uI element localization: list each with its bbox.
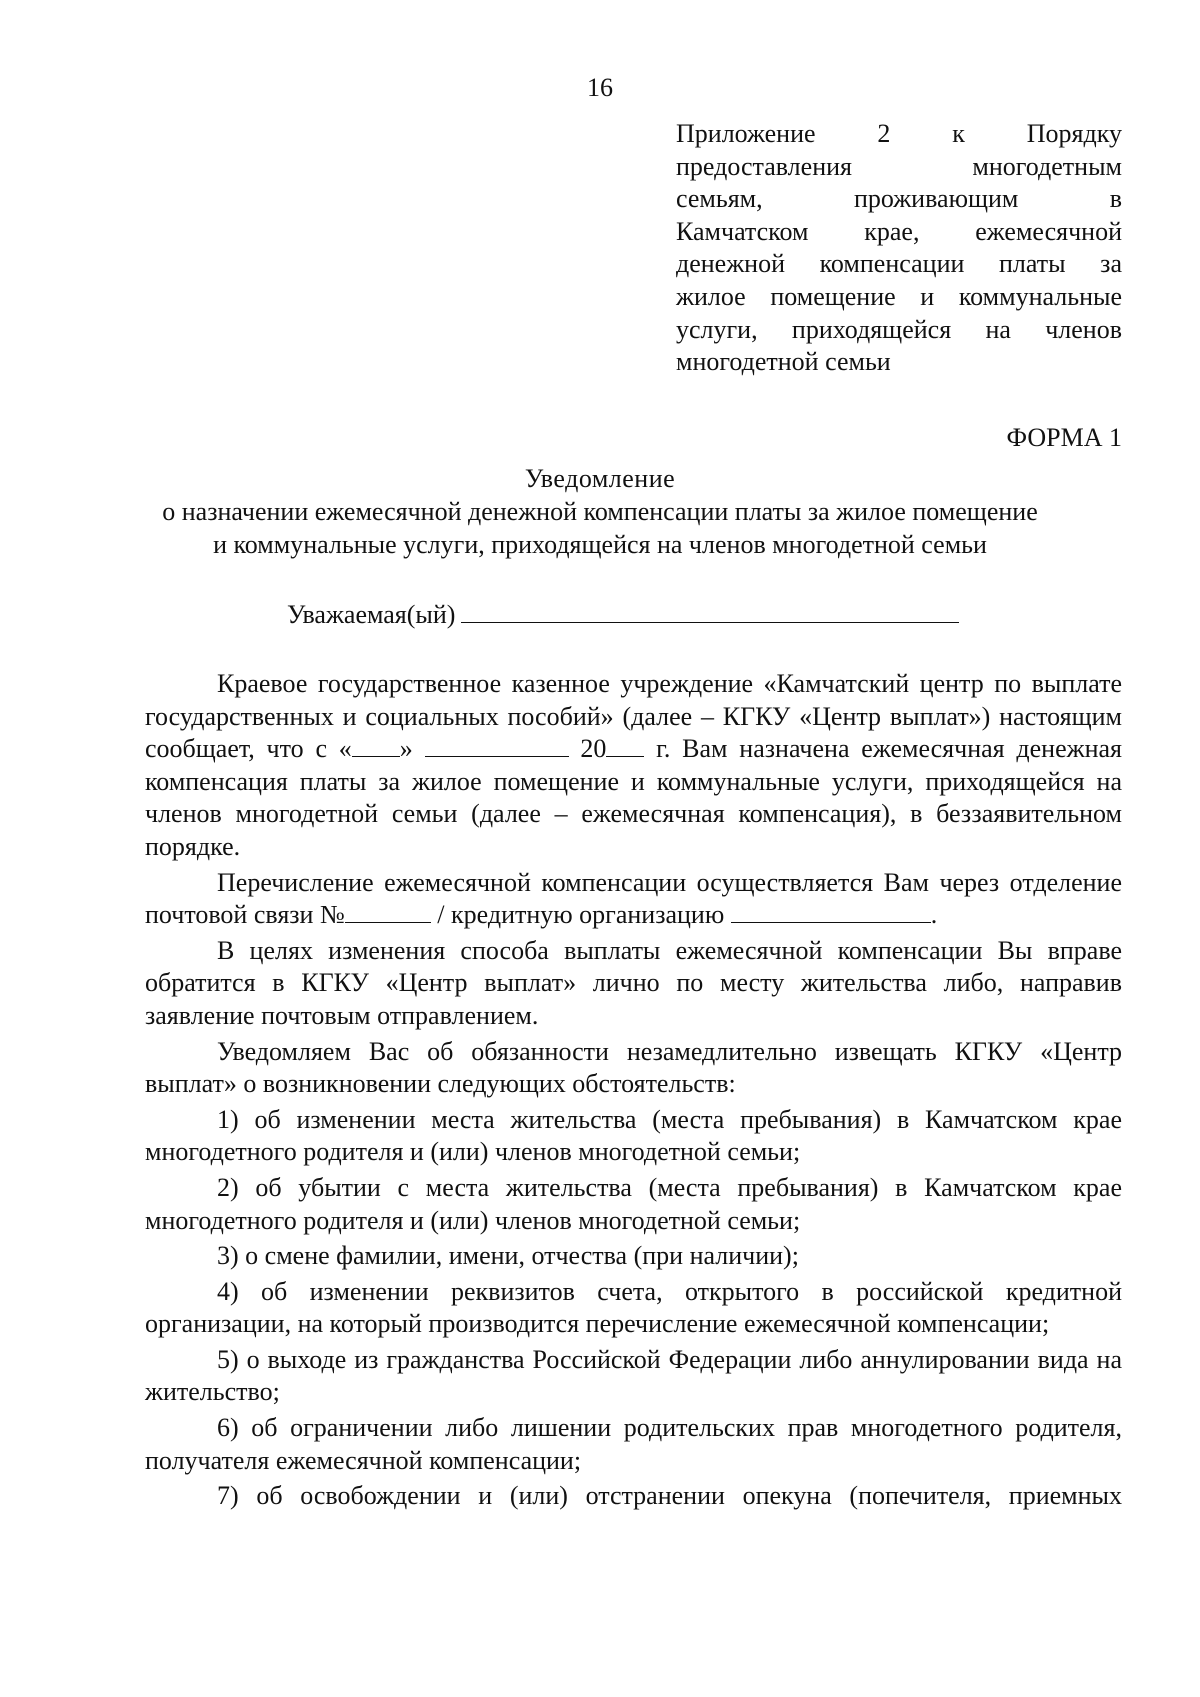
notice-title: Уведомление — [524, 464, 676, 493]
list-item: 6) об ограничении либо лишении родительских прав многодетного родителя, получателя ежемесячной компенсации; — [145, 1413, 1122, 1475]
notice-subtitle-line: о назначении ежемесячной денежной компенсации платы за жилое помещение — [162, 497, 1038, 526]
appendix-line: многодетной семьи — [676, 347, 891, 377]
month-blank — [425, 734, 569, 757]
appendix-line: жилое помещение и коммунальные — [676, 281, 1122, 311]
day-blank — [352, 734, 400, 757]
paragraph-text: . — [930, 900, 938, 930]
paragraph-change-method: В целях изменения способа выплаты ежемесячной компенсации Вы вправе обратится в КГКУ «Центр выплат» лично по месту жительства либо, направив заявление почтовым отправлением. — [145, 935, 1122, 1030]
appendix-line: семьям, проживающим в — [676, 184, 1122, 214]
paragraph-assignment — [145, 668, 1122, 864]
recipient-name-blank — [461, 598, 959, 623]
salutation-text: Уважаемая(ый) — [287, 600, 456, 629]
list-item: 7) об освобождении и (или) отстранении опекуна (попечителя, приемных — [217, 1481, 1122, 1511]
paragraph-text: » — [399, 734, 425, 764]
list-item: 3) о смене фамилии, имени, отчества (при наличии); — [217, 1241, 799, 1271]
form-label: ФОРМА 1 — [1006, 423, 1122, 452]
paragraph-text: Перечисление ежемесячной компенсации осуществляется Вам через отделение почтовой связи № — [145, 867, 1122, 930]
post-office-number-blank — [345, 900, 431, 923]
year-blank — [606, 734, 644, 757]
list-item: 5) о выходе из гражданства Российской Федерации либо аннулировании вида на жительство; — [145, 1344, 1122, 1407]
credit-organization-blank — [731, 900, 931, 923]
paragraph-text: г. Вам назначена ежемесячная денежная компенсация платы за жилое помещение и коммунальные услуги, приходящейся на членов многодетной семьи (далее – ежемесячная компенсация), в беззаявительном порядке. — [145, 734, 1123, 861]
appendix-line: предоставления многодетным — [676, 151, 1122, 181]
list-item: 1) об изменении места жительства (места пребывания) в Камчатском крае многодетного родителя и (или) членов многодетной семьи; — [145, 1104, 1122, 1167]
salutation — [287, 598, 959, 631]
notice-subtitle-line: и коммунальные услуги, приходящейся на членов многодетной семьи — [213, 530, 987, 559]
appendix-line: Камчатском крае, ежемесячной — [676, 216, 1122, 246]
appendix-line: денежной компенсации платы за — [676, 249, 1122, 279]
appendix-line: услуги, приходящейся на членов — [676, 314, 1122, 344]
page-number: 16 — [587, 73, 613, 102]
paragraph-obligation: Уведомляем Вас об обязанности незамедлительно извещать КГКУ «Центр выплат» о возникновении следующих обстоятельств: — [145, 1036, 1122, 1099]
paragraph-payment-method — [145, 867, 1122, 932]
paragraph-text: 20 — [568, 734, 607, 764]
appendix-line: Приложение 2 к Порядку — [676, 119, 1122, 148]
list-item: 4) об изменении реквизитов счета, открытого в российской кредитной организации, на который производится перечисление ежемесячной компенсации; — [145, 1276, 1122, 1339]
list-item: 2) об убытии с места жительства (места пребывания) в Камчатском крае многодетного родителя и (или) членов многодетной семьи; — [145, 1172, 1122, 1235]
notice-title-block — [0, 462, 1200, 561]
notice-body — [145, 668, 1122, 1516]
paragraph-text: Краевое государственное казенное учреждение «Камчатский центр по выплате государственных и социальных пособий» (далее – КГКУ «Центр выплат») настоящим сообщает, что с « — [145, 669, 1122, 764]
appendix-reference — [676, 118, 1122, 379]
paragraph-text: / кредитную организацию — [430, 900, 731, 930]
